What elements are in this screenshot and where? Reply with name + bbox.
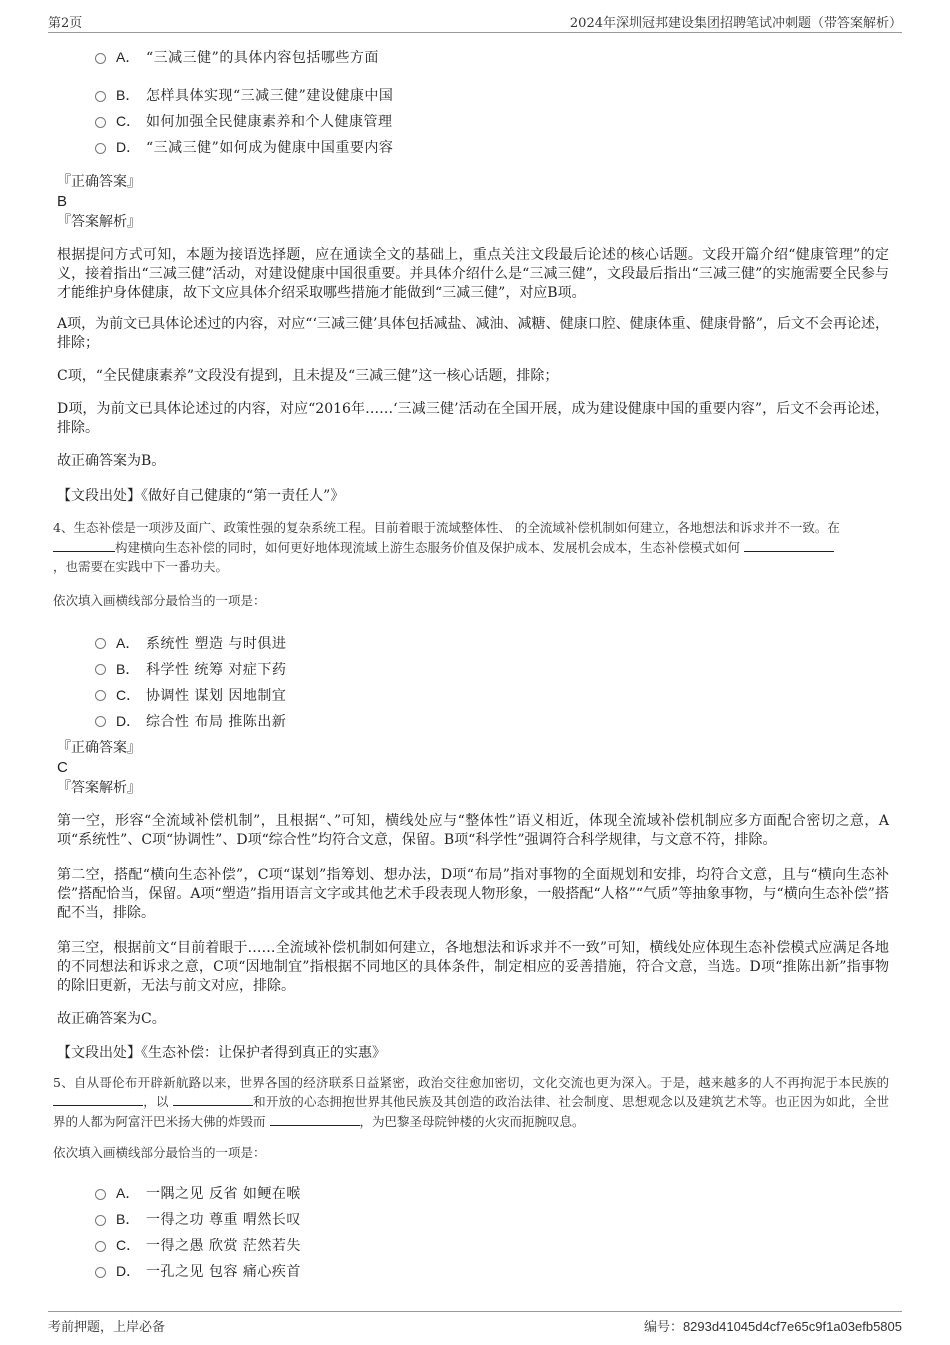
q5-option-a[interactable]: A． 一隅之见 反省 如鲠在喉 (95, 1180, 889, 1206)
q3-answer-label: 『正确答案』 (57, 174, 141, 190)
q4-analysis-p3: 第三空，根据前文“目前着眼于……全流域补偿机制如何建立，各地想法和诉求并不一致”可知，横线处应体现生态补偿模式应满足各地的不同想法和诉求之意，C项“因地制宜”指根据不同地区的具体条件，制定相应的妥善措施，符合文意，当选。D项“推陈出新”指事物的除旧更新，无法与前文对应，排除。 (57, 939, 889, 994)
q3-analysis-p1: 根据提问方式可知，本题为接语选择题，应在通读全文的基础上，重点关注文段最后论述的核心话题。文段开篇介绍“健康管理”的定义，接着指出“三减三健”活动，对建设健康中国很重要。并具体介绍什么是“三减三健”，文段最后指出“三减三健”的实施需要全民参与才能维护身体健康，故下文应具体介绍采取哪些措施才能做到“三减三健”，对应B项。 (57, 247, 889, 301)
q4-answer-label: 『正确答案』 (57, 739, 141, 756)
radio-icon[interactable] (95, 716, 106, 727)
q4-source: 【文段出处】《生态补偿：让保护者得到真正的实惠》 (57, 1044, 386, 1061)
radio-icon[interactable] (95, 1189, 106, 1200)
blank-line (744, 539, 834, 552)
q5-option-d[interactable]: D． 一孔之见 包容 痛心疾首 (95, 1258, 889, 1284)
q4-analysis-p2: 第二空，搭配“横向生态补偿”，C项“谋划”指筹划、想办法，D项“布局”指对事物的全面规划和安排，均符合文意，且与“横向生态补偿”搭配恰当，保留。A项“塑造”指用语言文字或其他艺术手段表现人物形象，一般搭配“人格”“气质”等抽象事物，与“横向生态补偿”搭配不当，排除。 (57, 866, 889, 921)
q3-source: 【文段出处】《做好自己健康的“第一责任人”》 (57, 488, 345, 504)
page-footer (48, 1311, 902, 1334)
footer-slogan: 考前押题，上岸必备 (48, 1320, 166, 1335)
radio-icon[interactable] (95, 117, 106, 128)
page-content (53, 40, 889, 1284)
radio-icon[interactable] (95, 53, 106, 64)
q3-analysis-label: 『答案解析』 (57, 214, 141, 230)
q3-analysis-p2: A项，为前文已具体论述过的内容，对应“‘三减三健’具体包括减盐、减油、减糖、健康口腔、健康体重、健康骨骼”，后文不会再论述，排除； (57, 316, 889, 351)
q3-options (95, 44, 889, 160)
radio-icon[interactable] (95, 690, 106, 701)
document-title: 2024年深圳冠邦建设集团招聘笔试冲刺题（带答案解析） (569, 16, 902, 31)
q5-stem: 5、自从哥伦布开辟新航路以来，世界各国的经济联系日益紧密，政治交往愈加密切，文化交流也更为深入。于是，越来越多的人不再拘泥于本民族的 ，以 和开放的心态拥抱世界其他民族及其创造的政治法律、社会制度、思想观念以及建筑艺术等。也正因为如此，全世界的人都为阿富汗巴米扬大佛的炸毁而 ，为巴黎圣母院钟楼的火灾而扼腕叹息。 (53, 1074, 889, 1129)
page-number: 第2页 (48, 16, 83, 31)
blank-line (53, 1093, 143, 1106)
blank-line (53, 539, 115, 552)
radio-icon[interactable] (95, 143, 106, 154)
blank-line (173, 1093, 253, 1106)
q4-analysis-p1: 第一空，形容“全流域补偿机制”，且根据“、”可知，横线处应与“整体性”语义相近，体现全流域补偿机制应多方面配合密切之意，A项“系统性”、C项“协调性”、D项“综合性”均符合文意，保留。B项“科学性”强调符合科学规律，与文意不符，排除。 (57, 812, 889, 848)
q5-options (95, 1180, 889, 1284)
q5-prompt: 依次填入画横线部分最恰当的一项是： (53, 1145, 266, 1160)
q4-stem: 4、生态补偿是一项涉及面广、政策性强的复杂系统工程。目前着眼于流域整体性、 的全流域补偿机制如何建立，各地想法和诉求并不一致。在 构建横向生态补偿的同时，如何更好地体现流域上游生态服务价值及保护成本、发展机会成本，生态补偿模式如何 ，也需要在实践中下一番功夫。 (53, 520, 840, 574)
q4-analysis-p4: 故正确答案为C。 (57, 1010, 166, 1027)
q4-answer: C (57, 758, 68, 776)
radio-icon[interactable] (95, 1267, 106, 1278)
q3-analysis-p3: C项，“全民健康素养”文段没有提到，且未提及“三减三健”这一核心话题，排除； (57, 368, 559, 384)
q4-option-b[interactable]: B． 科学性 统筹 对症下药 (95, 656, 889, 682)
q5-option-c[interactable]: C． 一得之愚 欣赏 茫然若失 (95, 1232, 889, 1258)
document-id: 编号：8293d41045d4cf7e65c9f1a03efb5805 (643, 1319, 902, 1334)
q4-analysis-label: 『答案解析』 (57, 779, 141, 796)
blank-line (270, 1113, 360, 1126)
radio-icon[interactable] (95, 91, 106, 102)
q4-prompt: 依次填入画横线部分最恰当的一项是： (53, 592, 266, 608)
q4-option-d[interactable]: D． 综合性 布局 推陈出新 (95, 708, 889, 734)
radio-icon[interactable] (95, 638, 106, 649)
q4-option-a[interactable]: A． 系统性 塑造 与时俱进 (95, 630, 889, 656)
radio-icon[interactable] (95, 1241, 106, 1252)
q4-options (95, 630, 889, 734)
q3-option-d[interactable]: D． “三减三健”如何成为健康中国重要内容 (95, 134, 889, 160)
q3-option-c[interactable]: C． 如何加强全民健康素养和个人健康管理 (95, 108, 889, 134)
q3-analysis-p4: D项，为前文已具体论述过的内容，对应“2016年……‘三减三健’活动在全国开展，成为建设健康中国的重要内容”，后文不会再论述，排除。 (57, 401, 889, 436)
radio-icon[interactable] (95, 1215, 106, 1226)
q3-analysis-p5: 故正确答案为B。 (57, 453, 166, 469)
page-header (48, 12, 902, 33)
q4-option-c[interactable]: C． 协调性 谋划 因地制宜 (95, 682, 889, 708)
q5-option-b[interactable]: B． 一得之功 尊重 喟然长叹 (95, 1206, 889, 1232)
radio-icon[interactable] (95, 664, 106, 675)
q3-option-a[interactable]: A． “三减三健”的具体内容包括哪些方面 (95, 44, 889, 70)
q3-option-b[interactable]: B． 怎样具体实现“三减三健”建设健康中国 (95, 82, 889, 108)
q3-answer: B (57, 193, 68, 210)
